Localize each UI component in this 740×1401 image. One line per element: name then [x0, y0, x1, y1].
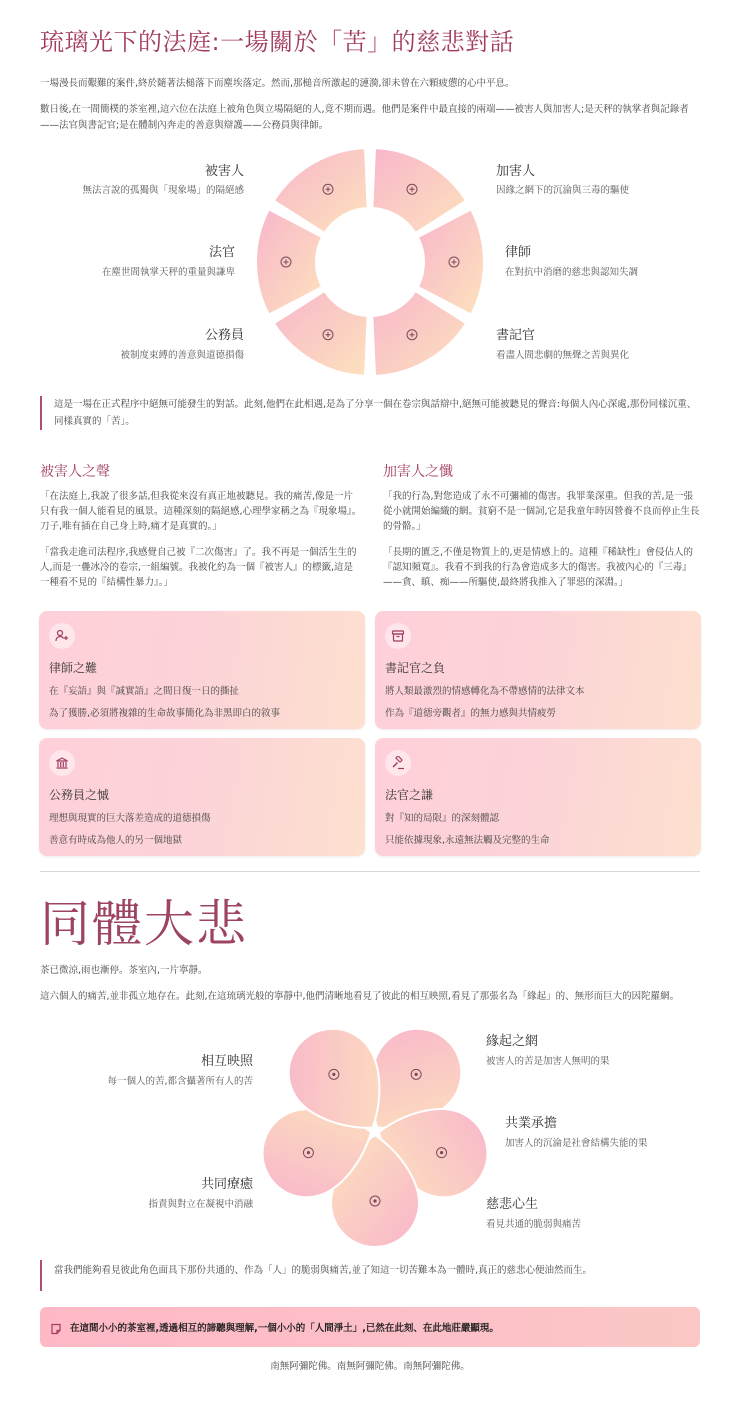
wheel-desc-clerk: 看盡人間悲劇的無聲之苦與異化 — [496, 350, 630, 361]
gavel-icon — [385, 750, 411, 776]
card-lawyer — [39, 611, 365, 729]
wheel-label-lawyer: 律師 — [505, 245, 532, 260]
wheel-label-judge: 法官 — [208, 245, 235, 260]
roles-wheel — [250, 142, 490, 382]
tea-paragraph-1: 茶已微涼,雨也漸停。茶室內,一片寧靜。 — [40, 965, 208, 976]
wheel-desc-lawyer: 在對抗中消磨的慈悲與認知失調 — [505, 267, 639, 278]
card-clerk-line1: 將人類最激烈的情感轉化為不帶感情的法律文本 — [385, 686, 585, 697]
card-official — [39, 738, 365, 856]
flower-label-karma: 共業承擔 — [505, 1116, 558, 1131]
card-clerk — [375, 611, 701, 729]
wheel-desc-official: 被制度束縛的善意與道德損傷 — [120, 350, 244, 361]
flower-label-reflect: 相互映照 — [200, 1054, 253, 1069]
page-title: 琉璃光下的法庭:一場關於「苦」的慈悲對話 — [40, 28, 515, 56]
building-icon — [49, 750, 75, 776]
flower-desc-reflect: 每一個人的苦,都含攝著所有人的苦 — [107, 1076, 253, 1087]
flower-label-compassion: 慈悲心生 — [486, 1197, 539, 1212]
flower-label-net: 緣起之網 — [486, 1034, 539, 1049]
card-lawyer-line2: 為了獲勝,必須將複雜的生命故事簡化為非黑即白的敘事 — [49, 708, 281, 719]
card-official-title: 公務員之慽 — [49, 788, 110, 802]
card-judge-line1: 對『知的局限』的深刻體認 — [385, 813, 500, 824]
victim-heading: 被害人之聲 — [40, 464, 110, 480]
offender-paragraph-1: 「我的行為,對您造成了永不可彌補的傷害。我罪業深重。但我的苦,是一張從小就開始編織的網。貧窮不是一個詞,它是我童年時因營養不良而停止生長的骨骼。」 — [383, 491, 700, 532]
card-judge-title: 法官之謙 — [385, 788, 434, 802]
card-official-line2: 善意有時成為他人的另一個地獄 — [49, 835, 183, 846]
wheel-desc-victim: 無法言說的孤獨與「現象場」的隔絕感 — [82, 185, 244, 196]
callout-box — [40, 1307, 700, 1347]
offender-heading: 加害人之懺 — [383, 464, 453, 480]
wheel-desc-judge: 在塵世間執掌天秤的重量與謙卑 — [101, 267, 235, 278]
note-icon — [50, 1320, 62, 1339]
flower-desc-heal: 指責與對立在凝視中消融 — [148, 1199, 253, 1210]
tea-paragraph-2: 這六個人的痛苦,並非孤立地存在。此刻,在這琉璃光般的寧靜中,他們清晰地看見了彼此的相互映照,看見了那張名為「緣起」的、無形而巨大的因陀羅網。 — [40, 991, 680, 1002]
card-clerk-line2: 作為『道德旁觀者』的無力感與共情疲勞 — [385, 708, 557, 719]
wheel-label-victim: 被害人 — [204, 164, 244, 179]
wheel-label-official: 公務員 — [204, 328, 244, 343]
intro-paragraph-1: 一場漫長而艱難的案件,終於隨著法槌落下而塵埃落定。然而,那槌音所激起的漣漪,卻未曾在六顆疲憊的心中平息。 — [40, 78, 515, 89]
callout-text: 在這間小小的茶室裡,透過相互的諦聽與理解,一個小小的「人間淨土」,已然在此刻、在此地莊嚴顯現。 — [70, 1323, 499, 1334]
card-lawyer-title: 律師之難 — [49, 661, 98, 675]
wheel-desc-offender: 因緣之網下的沉淪與三毒的驅使 — [496, 185, 630, 196]
card-lawyer-line1: 在『妄語』與『誠實語』之間日復一日的撕扯 — [49, 686, 240, 697]
flower-diagram — [260, 1016, 490, 1246]
wheel-label-clerk: 書記官 — [496, 328, 536, 343]
person-scale-icon — [49, 623, 75, 649]
archive-icon — [385, 623, 411, 649]
section-title-compassion: 同體大悲 — [40, 895, 248, 953]
card-judge — [375, 738, 701, 856]
footer-chant: 南無阿彌陀佛。南無阿彌陀佛。南無阿彌陀佛。 — [270, 1361, 470, 1372]
wheel-label-offender: 加害人 — [496, 164, 536, 179]
flower-label-heal: 共同療癒 — [200, 1177, 253, 1192]
offender-paragraph-2: 「長期的匱乏,不僅是物質上的,更是情感上的。這種『稀缺性』會侵佔人的『認知頻寬』。我看不到我的行為會造成多大的傷害。我被內心的『三毒』——貪、瞋、痴——所驅使,最終將我推入了罪惡的深淵。」 — [383, 547, 694, 588]
victim-paragraph-2: 「當我走進司法程序,我感覺自己被『二次傷害』了。我不再是一個活生生的人,而是一疊冰冷的卷宗,一組編號。我被化約為一個『被害人』的標籤,這是一種看不見的『結構性暴力』。」 — [40, 547, 357, 588]
flower-desc-compassion: 看見共通的脆弱與痛苦 — [486, 1219, 582, 1230]
quote-block-2: 當我們能夠看見彼此角色面具下那份共通的、作為「人」的脆弱與痛苦,並了知這一切苦難本為一體時,真正的慈悲心便油然而生。 — [40, 1260, 704, 1291]
flower-desc-net: 被害人的苦是加害人無明的果 — [486, 1056, 610, 1067]
intro-paragraph-2: 數日後,在一間簡樸的茶室裡,這六位在法庭上被角色與立場隔絕的人,竟不期而遇。他們是案件中最直接的兩端——被害人與加害人;是天秤的執掌者與記錄者——法官與書記官;是在體制內奔走的善意與辯護——公務員與律師。 — [40, 104, 689, 131]
victim-paragraph-1: 「在法庭上,我說了很多話,但我從來沒有真正地被聽見。我的痛苦,像是一片只有我一個人能看見的風景。這種深刻的隔絕感,心理學家稱之為『現象場』。刀子,唯有插在自己身上時,痛才是真實的。」 — [40, 491, 362, 532]
card-clerk-title: 書記官之負 — [385, 661, 446, 675]
flower-desc-karma: 加害人的沉淪是社會結構失能的果 — [505, 1138, 648, 1149]
card-official-line1: 理想與現實的巨大落差造成的道德損傷 — [49, 813, 211, 824]
section-divider — [40, 871, 700, 872]
card-judge-line2: 只能依據現象,永遠無法觸及完整的生命 — [385, 835, 550, 846]
quote-block-1: 這是一場在正式程序中絕無可能發生的對話。此刻,他們在此相遇,是為了分享一個在卷宗與話辯中,絕無可能被聽見的聲音:每個人內心深處,那份同樣沉重、同樣真實的「苦」。 — [40, 396, 704, 430]
